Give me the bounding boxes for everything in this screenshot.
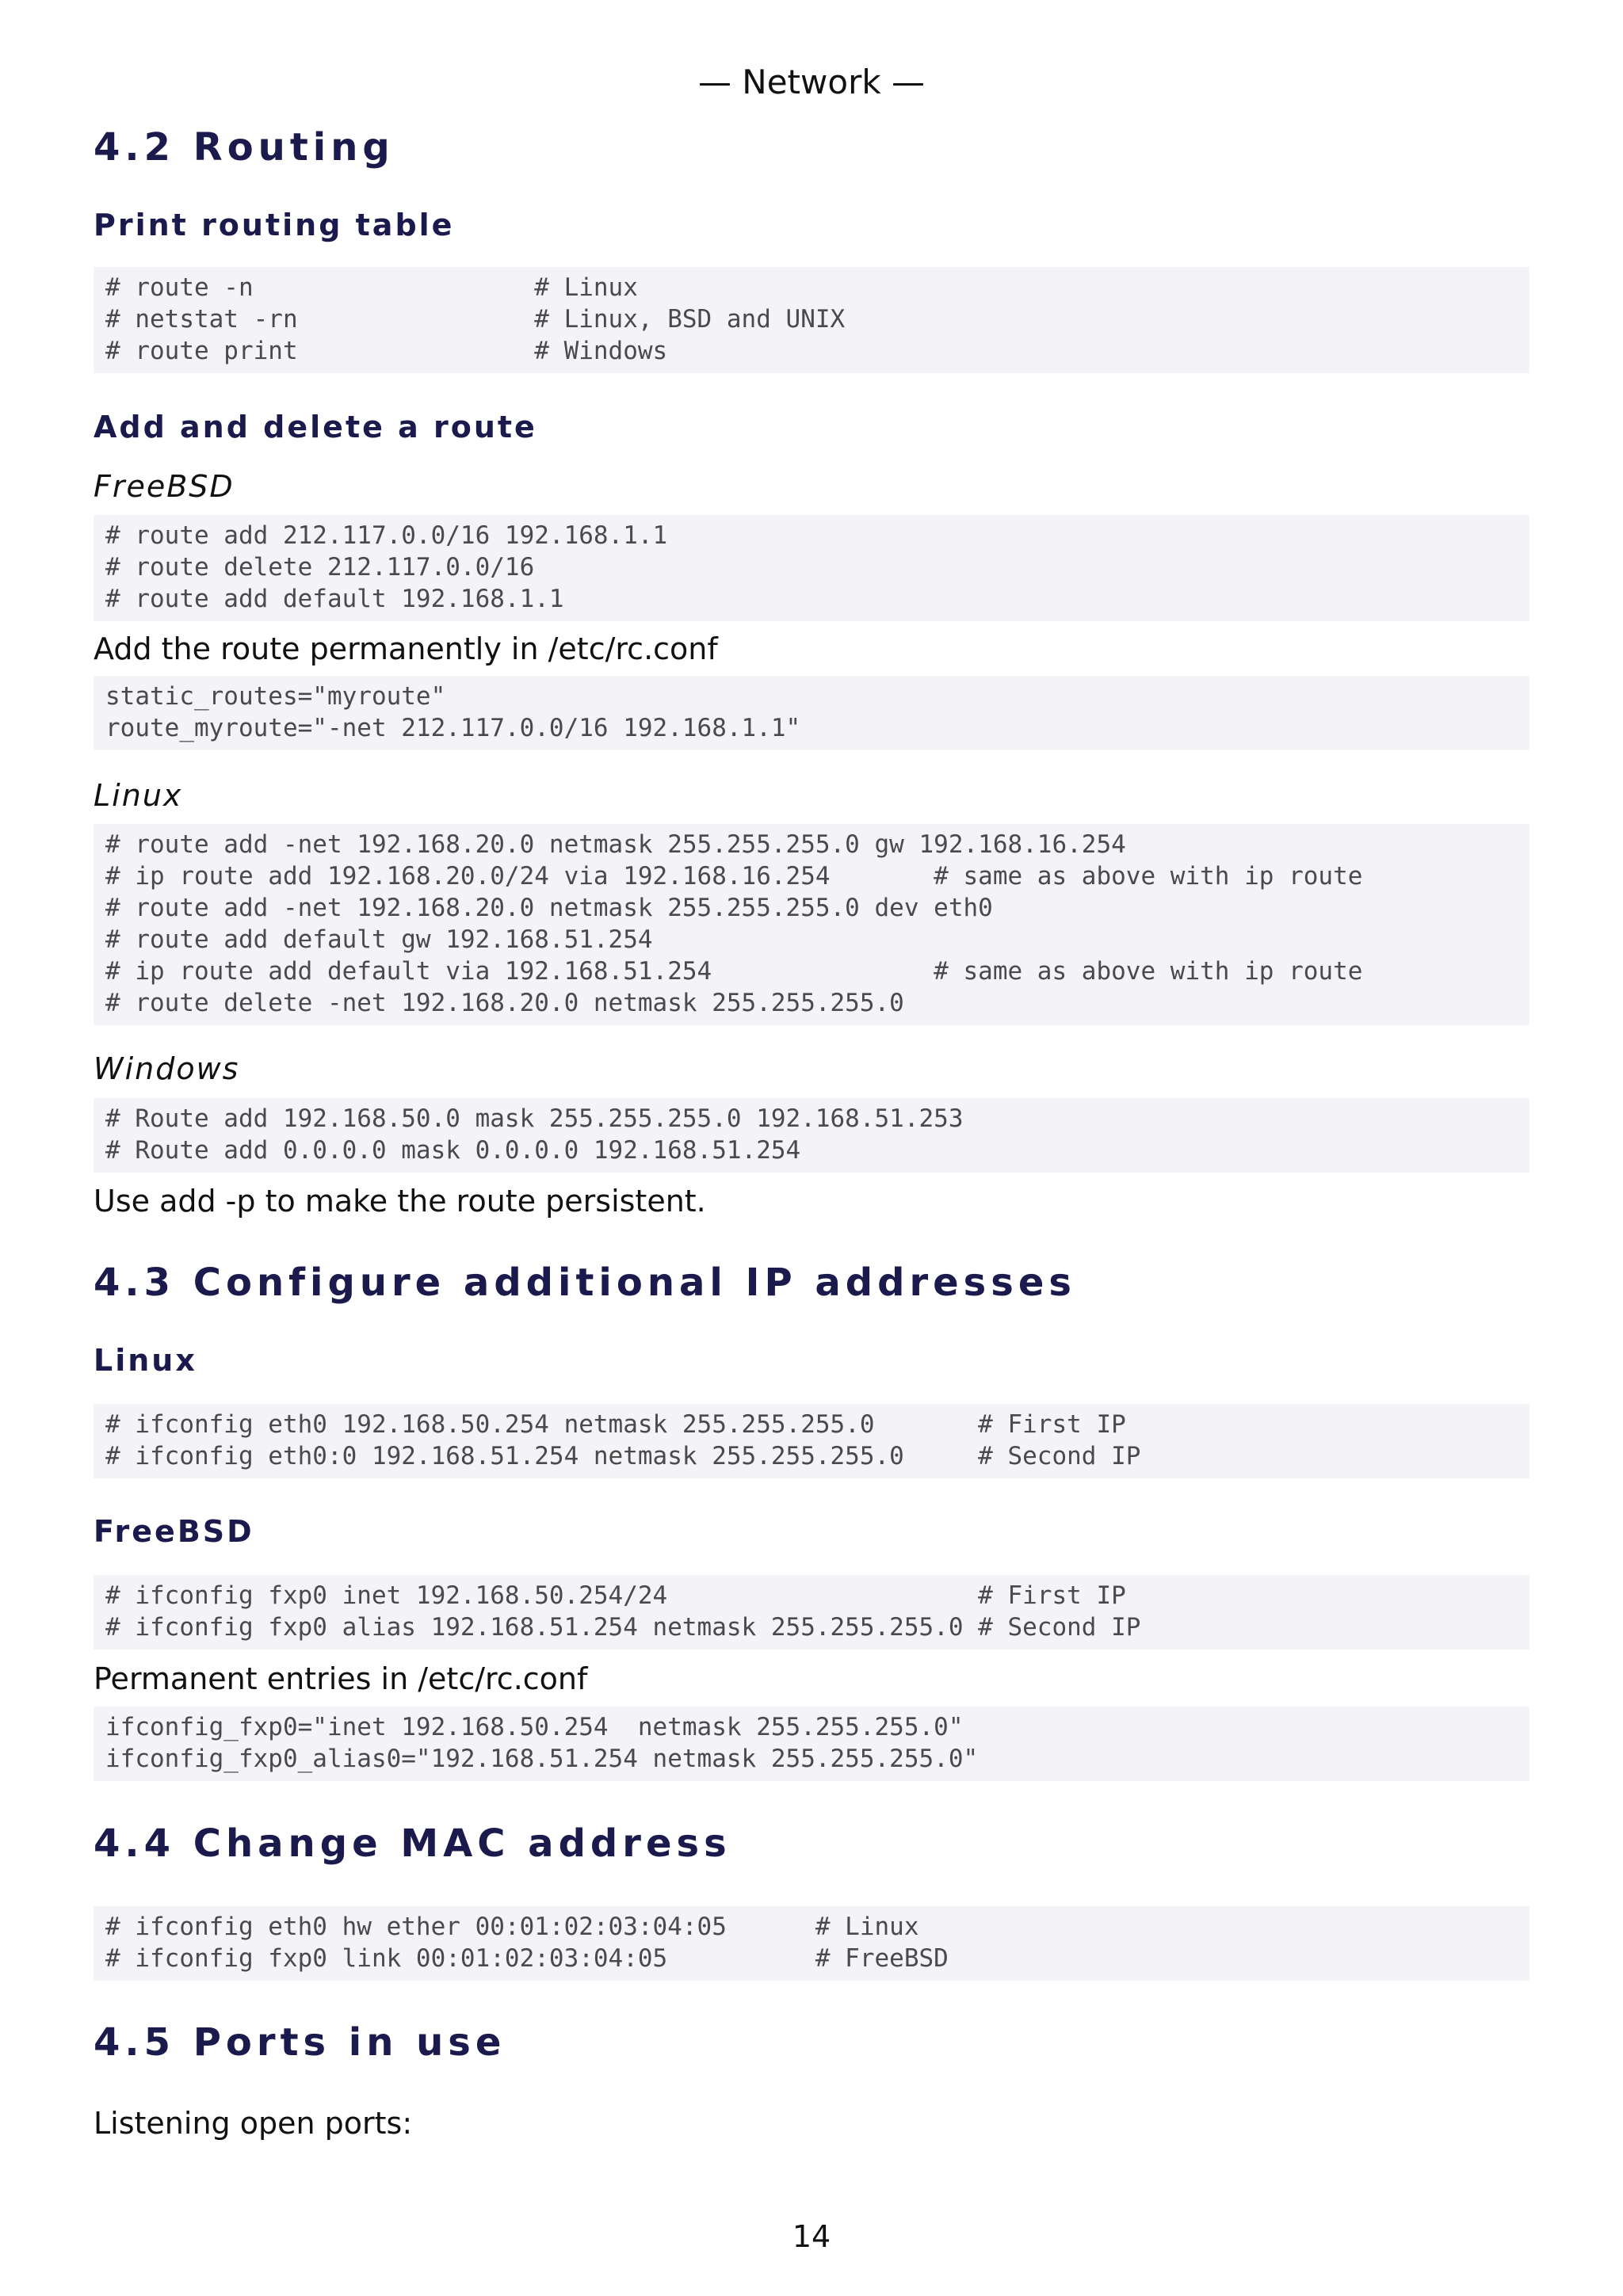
code-line: # Route add 192.168.50.0 mask 255.255.255.0 192.168.51.253 <box>105 1104 964 1133</box>
code-line: # netstat -rn # Linux, BSD and UNIX <box>105 305 846 334</box>
section-title-additional-ip: 4.3 Configure additional IP addresses <box>94 1261 1076 1305</box>
code-block-mac-address <box>94 1906 1529 1981</box>
code-line: # ifconfig fxp0 inet 192.168.50.254/24 # First IP <box>105 1581 1126 1610</box>
code-line: # ip route add 192.168.20.0/24 via 192.168.16.254 # same as above with ip route <box>105 862 1363 891</box>
section-title-ports-in-use: 4.5 Ports in use <box>94 2020 506 2065</box>
code-block-freebsd-ip <box>94 1575 1529 1650</box>
code-block-print-routing <box>94 267 1529 373</box>
paragraph-persistent-route: Use add -p to make the route persistent. <box>94 1184 706 1219</box>
code-line: static_routes="myroute" <box>105 682 446 711</box>
code-block-windows-routes <box>94 1098 1529 1173</box>
heading-linux-ip: Linux <box>94 1343 197 1378</box>
code-line: # route delete -net 192.168.20.0 netmask 255.255.255.0 <box>105 989 904 1017</box>
code-block-freebsd-ip-rc-conf <box>94 1707 1529 1781</box>
paragraph-listening-ports: Listening open ports: <box>94 2106 413 2141</box>
code-line: ifconfig_fxp0="inet 192.168.50.254 netmask 255.255.255.0" <box>105 1713 964 1741</box>
code-line: # route add -net 192.168.20.0 netmask 255.255.255.0 gw 192.168.16.254 <box>105 830 1126 859</box>
code-line: # Route add 0.0.0.0 mask 0.0.0.0 192.168.51.254 <box>105 1136 801 1165</box>
code-block-linux-routes <box>94 824 1529 1025</box>
heading-print-routing-table: Print routing table <box>94 208 455 242</box>
code-line: # ifconfig fxp0 alias 192.168.51.254 netmask 255.255.255.0 # Second IP <box>105 1613 1141 1642</box>
code-line: # ip route add default via 192.168.51.254 # same as above with ip route <box>105 957 1363 986</box>
code-line: # route add default 192.168.1.1 <box>105 585 564 613</box>
subheading-freebsd-routes: FreeBSD <box>94 469 235 504</box>
heading-add-delete-route: Add and delete a route <box>94 410 537 444</box>
code-line: # route -n # Linux <box>105 273 638 302</box>
code-line: ifconfig_fxp0_alias0="192.168.51.254 netmask 255.255.255.0" <box>105 1745 979 1773</box>
paragraph-permanent-entries: Permanent entries in /etc/rc.conf <box>94 1661 588 1696</box>
code-line: # ifconfig eth0:0 192.168.51.254 netmask 255.255.255.0 # Second IP <box>105 1442 1141 1470</box>
subheading-linux-routes: Linux <box>94 778 183 813</box>
page-number: 14 <box>792 2219 831 2254</box>
code-block-freebsd-routes <box>94 515 1529 621</box>
code-line: # route delete 212.117.0.0/16 <box>105 553 535 582</box>
code-line: # ifconfig eth0 hw ether 00:01:02:03:04:05 # Linux <box>105 1913 919 1941</box>
heading-freebsd-ip: FreeBSD <box>94 1514 254 1549</box>
code-line: # route print # Windows <box>105 337 668 365</box>
code-line: # ifconfig fxp0 link 00:01:02:03:04:05 # FreeBSD <box>105 1944 949 1973</box>
code-block-freebsd-rc-conf <box>94 676 1529 750</box>
section-title-routing: 4.2 Routing <box>94 125 395 170</box>
code-line: # route add default gw 192.168.51.254 <box>105 925 653 954</box>
section-title-mac-address: 4.4 Change MAC address <box>94 1821 731 1866</box>
subheading-windows-routes: Windows <box>94 1051 240 1086</box>
code-line: # route add 212.117.0.0/16 192.168.1.1 <box>105 521 668 550</box>
code-line: # ifconfig eth0 192.168.50.254 netmask 255.255.255.0 # First IP <box>105 1410 1126 1439</box>
paragraph-rc-conf-route: Add the route permanently in /etc/rc.conf <box>94 631 718 666</box>
running-head: — Network — <box>697 63 926 101</box>
code-line: route_myroute="-net 212.117.0.0/16 192.168.1.1" <box>105 714 801 742</box>
code-line: # route add -net 192.168.20.0 netmask 255.255.255.0 dev eth0 <box>105 894 993 922</box>
code-block-linux-ip <box>94 1404 1529 1478</box>
